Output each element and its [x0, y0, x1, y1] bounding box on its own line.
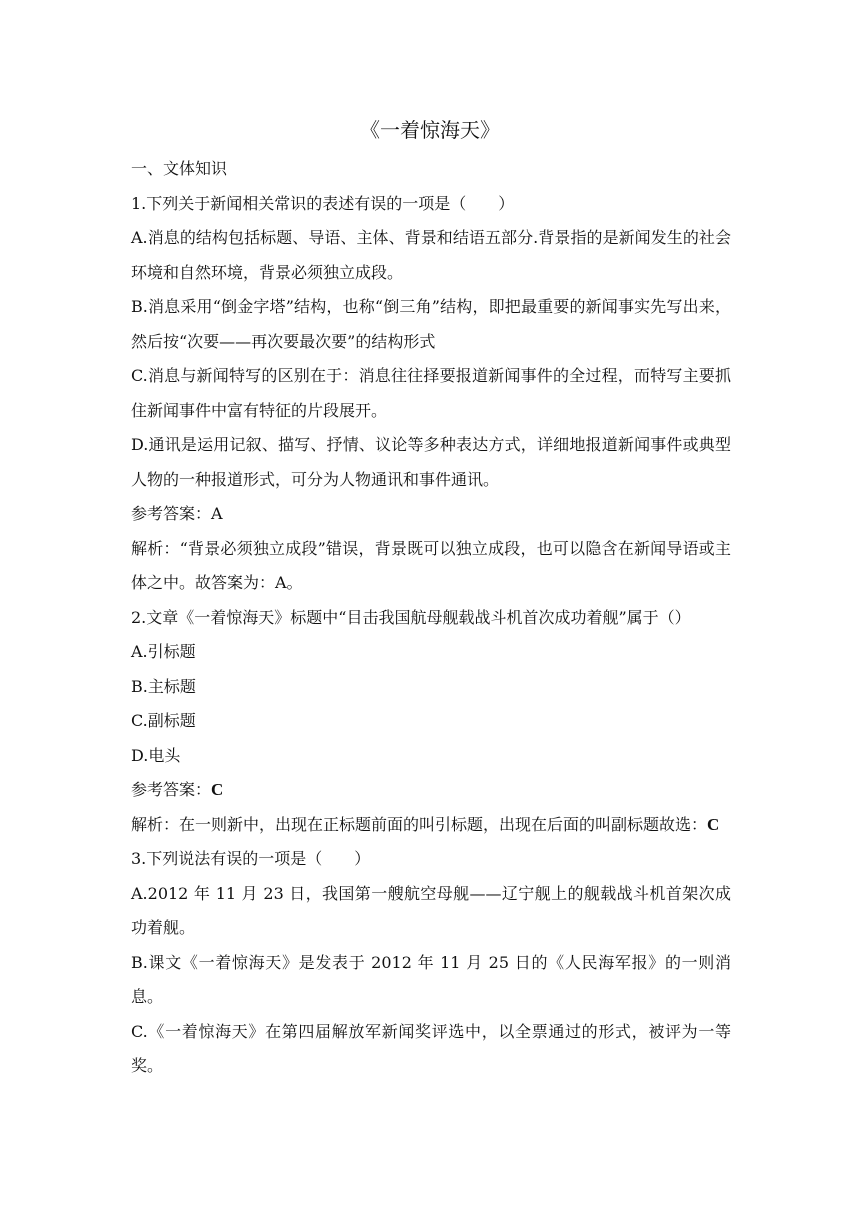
q2-option-a: A.引标题: [131, 642, 196, 661]
q2-analysis: [131, 808, 731, 843]
q3-stem: 3.下列说法有误的一项是（ ）: [131, 849, 371, 868]
q1-answer: 参考答案：A: [131, 504, 223, 523]
q3-option-c: C.《一着惊海天》在第四届解放军新闻奖评选中，以全票通过的形式，被评为一等奖。: [131, 1021, 731, 1075]
q1-option-a: A.消息的结构包括标题、导语、主体、背景和结语五部分.背景指的是新闻发生的社会环境和自然环境，背景必须独立成段。: [131, 228, 731, 282]
q2-answer-label: 参考答案：: [131, 780, 212, 799]
q1-stem: 1.下列关于新闻相关常识的表述有误的一项是（ ）: [131, 193, 515, 213]
q2-answer-value: C: [211, 780, 224, 799]
q3-option-b: B.课文《一着惊海天》是发表于 2012 年 11 月 25 日的《人民海军报》的一则消息。: [131, 952, 731, 1006]
q1-option-d: D.通讯是运用记叙、描写、抒情、议论等多种表达方式，详细地报道新闻事件或典型人物的一种报道形式，可分为人物通讯和事件通讯。: [131, 435, 731, 489]
document-title: 《一着惊海天》: [360, 118, 500, 142]
q2-option-c: C.副标题: [131, 711, 196, 730]
q2-analysis-text: 解析：在一则新中，出现在正标题前面的叫引标题，出现在后面的叫副标题故选：: [131, 814, 708, 834]
q1-option-b: B.消息采用“倒金字塔”结构，也称“倒三角”结构，即把最重要的新闻事实先写出来，然后按“次要——再次要最次要”的结构形式: [131, 297, 731, 351]
q3-option-a: A.2012 年 11 月 23 日，我国第一艘航空母舰——辽宁舰上的舰载战斗机首架次成功着舰。: [131, 883, 731, 937]
section-heading: 一、文体知识: [131, 159, 228, 178]
q1-analysis: 解析：“背景必须独立成段”错误，背景既可以独立成段，也可以隐含在新闻导语或主体之中。故答案为：A。: [131, 538, 731, 592]
q2-option-d: D.电头: [131, 745, 181, 765]
q2-analysis-value: C: [707, 814, 720, 834]
q2-option-b: B.主标题: [131, 676, 196, 696]
q2-stem: 2.文章《一着惊海天》标题中“目击我国航母舰载战斗机首次成功着舰”属于（）: [131, 607, 691, 627]
q1-option-c: C.消息与新闻特写的区别在于：消息往往择要报道新闻事件的全过程，而特写主要抓住新闻事件中富有特征的片段展开。: [131, 366, 731, 420]
document-body: [131, 152, 731, 1084]
q2-answer: [131, 773, 731, 808]
